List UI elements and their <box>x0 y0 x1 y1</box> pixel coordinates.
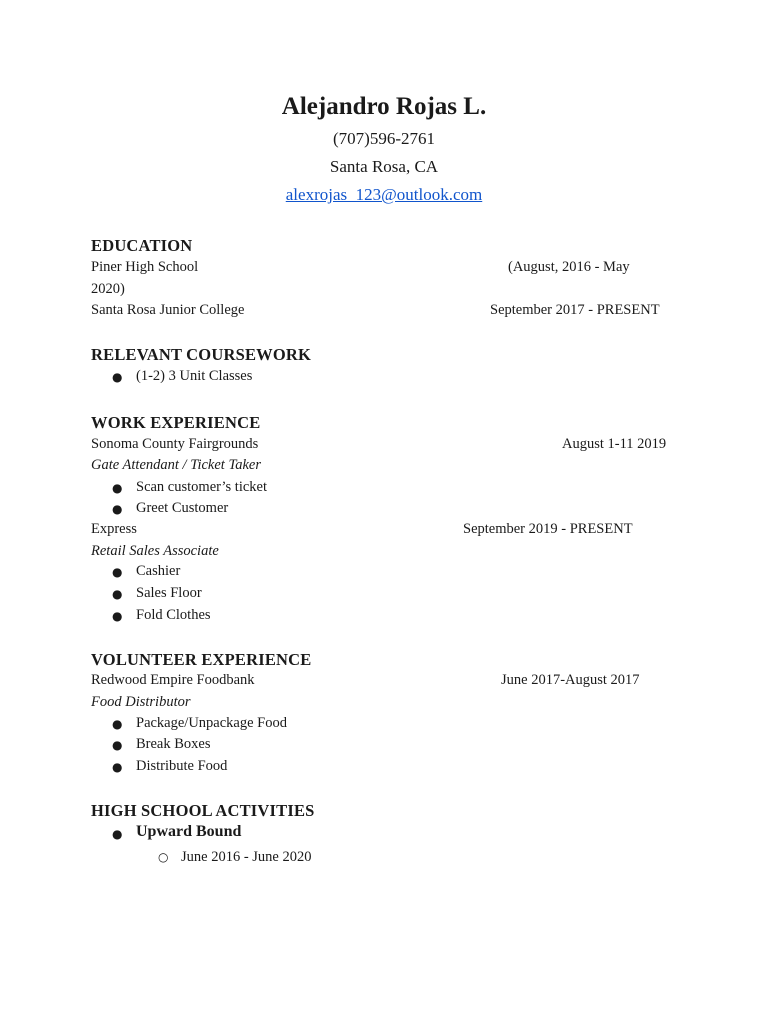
work-heading: WORK EXPERIENCE <box>91 413 261 432</box>
employer-fairgrounds: Sonoma County Fairgrounds <box>91 436 259 452</box>
coursework-heading: RELEVANT COURSEWORK <box>91 345 312 364</box>
employer-express: Express <box>91 521 137 537</box>
duty-item: Fold Clothes <box>136 607 211 623</box>
employer-fairgrounds-dates: August 1-11 2019 <box>562 436 667 452</box>
candidate-name: Alejandro Rojas L. <box>281 93 487 120</box>
activity-dates: June 2016 - June 2020 <box>181 849 312 865</box>
bullet: ● <box>112 481 123 495</box>
bullet: ● <box>112 827 123 841</box>
volunteer-role: Food Distributor <box>91 694 191 710</box>
duty-item: Sales Floor <box>136 585 202 601</box>
school-srjc: Santa Rosa Junior College <box>91 302 245 318</box>
hollow-bullet: ○ <box>158 850 169 864</box>
bullet: ● <box>112 502 123 516</box>
bullet: ● <box>112 370 123 384</box>
school-srjc-dates: September 2017 - PRESENT <box>490 302 660 318</box>
school-piner-dates-cont: 2020) <box>91 281 125 297</box>
volunteer-heading: VOLUNTEER EXPERIENCE <box>91 650 312 669</box>
activity-upward-bound: Upward Bound <box>136 823 242 840</box>
school-piner-dates: (August, 2016 - May <box>508 259 630 275</box>
bullet: ● <box>112 565 123 579</box>
employer-express-dates: September 2019 - PRESENT <box>463 521 633 537</box>
bullet: ● <box>112 609 123 623</box>
duty-item: Greet Customer <box>136 500 229 516</box>
volunteer-dates: June 2017-August 2017 <box>501 672 640 688</box>
coursework-item: (1-2) 3 Unit Classes <box>136 368 253 384</box>
activities-heading: HIGH SCHOOL ACTIVITIES <box>91 801 315 820</box>
duty-item: Scan customer’s ticket <box>136 479 268 495</box>
duty-item: Break Boxes <box>136 736 211 752</box>
job-title-retail: Retail Sales Associate <box>91 543 219 559</box>
duty-item: Cashier <box>136 563 181 579</box>
school-piner: Piner High School <box>91 259 199 275</box>
education-heading: EDUCATION <box>91 236 193 255</box>
job-title-gate-attendant: Gate Attendant / Ticket Taker <box>91 457 261 473</box>
bullet: ● <box>112 587 123 601</box>
volunteer-org: Redwood Empire Foodbank <box>91 672 255 688</box>
duty-item: Distribute Food <box>136 758 228 774</box>
duty-item: Package/Unpackage Food <box>136 715 287 731</box>
email-link[interactable]: alexrojas_123@outlook.com <box>285 185 483 204</box>
bullet: ● <box>112 760 123 774</box>
phone-number: (707)596-2761 <box>333 129 435 148</box>
location: Santa Rosa, CA <box>329 157 439 176</box>
bullet: ● <box>112 738 123 752</box>
bullet: ● <box>112 717 123 731</box>
